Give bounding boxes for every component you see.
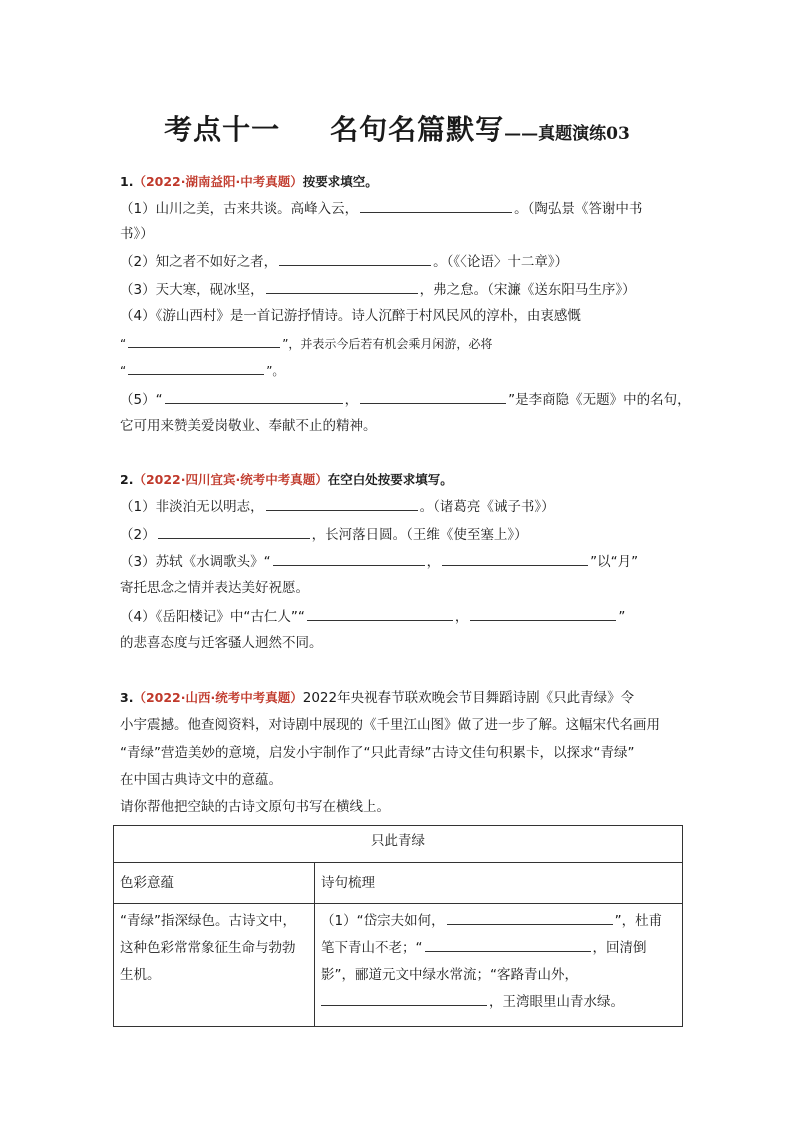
q2-item-3-cont: 寄托思念之情并表达美好祝愿。 bbox=[120, 580, 309, 596]
q3-source: （2022·山西·统考中考真题） bbox=[133, 690, 303, 705]
answer-blank[interactable] bbox=[447, 910, 613, 925]
q3-instruction: 请你帮他把空缺的古诗文原句书写在横线上。 bbox=[120, 799, 390, 815]
answer-blank[interactable] bbox=[360, 198, 512, 213]
page-title bbox=[0, 108, 794, 148]
q1-item-3: （3）天大寒，砚冰坚， ，弗之怠。（宋濂《送东阳马生序》） bbox=[120, 279, 636, 300]
table-cell-verses: （1）“岱宗夫如何， ”，杜甫 笔下青山不老；“ ，回清倒 影”，郦道元文中绿水常流；“客路青山外， ，王湾眼里山青水绿。 bbox=[315, 904, 683, 1027]
column-header-verses: 诗句梳理 bbox=[315, 863, 683, 904]
q3-paragraph-4: 在中国古典诗文中的意蕴。 bbox=[120, 772, 282, 788]
q3-paragraph-2: 小宇震撼。他查阅资料，对诗剧中展现的《千里江山图》做了进一步了解。这幅宋代名画用 bbox=[120, 717, 660, 733]
table-title: 只此青绿 bbox=[114, 826, 683, 863]
q1-item-4-cont2: “ ”。 bbox=[120, 360, 284, 381]
answer-blank[interactable] bbox=[425, 937, 591, 952]
answer-blank[interactable] bbox=[266, 279, 418, 294]
q2-item-1: （1）非淡泊无以明志， 。（诸葛亮《诫子书》） bbox=[120, 496, 555, 517]
q2-heading: 2.（2022·四川宜宾·统考中考真题）在空白处按要求填写。 bbox=[120, 472, 453, 487]
q1-item-5: （5）“ ， ”是李商隐《无题》中的名句， bbox=[120, 389, 691, 410]
q1-item-5-cont: 它可用来赞美爱岗敬业、奉献不止的精神。 bbox=[120, 418, 377, 434]
title-topic: 考点十一 bbox=[164, 113, 281, 146]
answer-blank[interactable] bbox=[266, 496, 418, 511]
title-subject: 名句名篇默写 bbox=[330, 113, 505, 146]
q1-heading: 1.（2022·湖南益阳·中考真题）按要求填空。 bbox=[120, 174, 378, 189]
q2-source: （2022·四川宜宾·统考中考真题） bbox=[133, 472, 328, 487]
column-header-meaning: 色彩意蕴 bbox=[114, 863, 315, 904]
answer-blank[interactable] bbox=[165, 389, 343, 404]
q1-item-4: （4）《游山西村》是一首记游抒情诗。诗人沉醉于村风民风的淳朴，由衷感慨 bbox=[120, 308, 581, 324]
answer-blank[interactable] bbox=[470, 606, 616, 621]
answer-blank[interactable] bbox=[360, 389, 506, 404]
q1-source: （2022·湖南益阳·中考真题） bbox=[133, 174, 303, 189]
q2-item-2: （2） ，长河落日圆。（王维《使至塞上》） bbox=[120, 524, 528, 545]
title-practice: ——真题演练03 bbox=[504, 124, 630, 144]
q1-item-1-cont: 书》） bbox=[120, 226, 154, 242]
table-cell-meaning: “青绿”指深绿色。古诗文中， 这种色彩常常象征生命与勃勃 生机。 bbox=[114, 904, 315, 1027]
q1-item-1: （1）山川之美，古来共谈。高峰入云， 。（陶弘景《答谢中书 bbox=[120, 198, 642, 219]
q2-item-4: （4）《岳阳楼记》中“古仁人”“ ， ” bbox=[120, 606, 625, 627]
answer-blank[interactable] bbox=[273, 551, 425, 566]
answer-blank[interactable] bbox=[321, 991, 487, 1006]
q1-item-4-cont: “ ”，并表示今后若有机会乘月闲游，必将 bbox=[120, 333, 492, 354]
answer-blank[interactable] bbox=[279, 251, 431, 266]
q1-item-2: （2）知之者不如好之者， 。（《〈论语〉十二章》） bbox=[120, 251, 568, 272]
accumulation-card-table bbox=[113, 825, 683, 1027]
answer-blank[interactable] bbox=[442, 551, 588, 566]
q3-paragraph-3: “青绿”营造美妙的意境，启发小宇制作了“只此青绿”古诗文佳句积累卡，以探求“青绿” bbox=[120, 745, 635, 761]
q3-paragraph-1: 3.（2022·山西·统考中考真题）2022年央视春节联欢晚会节目舞蹈诗剧《只此青绿》令 bbox=[120, 690, 635, 706]
answer-blank[interactable] bbox=[128, 333, 280, 348]
answer-blank[interactable] bbox=[158, 524, 310, 539]
q2-item-4-cont: 的悲喜态度与迁客骚人迥然不同。 bbox=[120, 635, 323, 651]
answer-blank[interactable] bbox=[307, 606, 453, 621]
answer-blank[interactable] bbox=[128, 360, 264, 375]
q2-item-3: （3）苏轼《水调歌头》“ ， ”以“月” bbox=[120, 551, 638, 572]
